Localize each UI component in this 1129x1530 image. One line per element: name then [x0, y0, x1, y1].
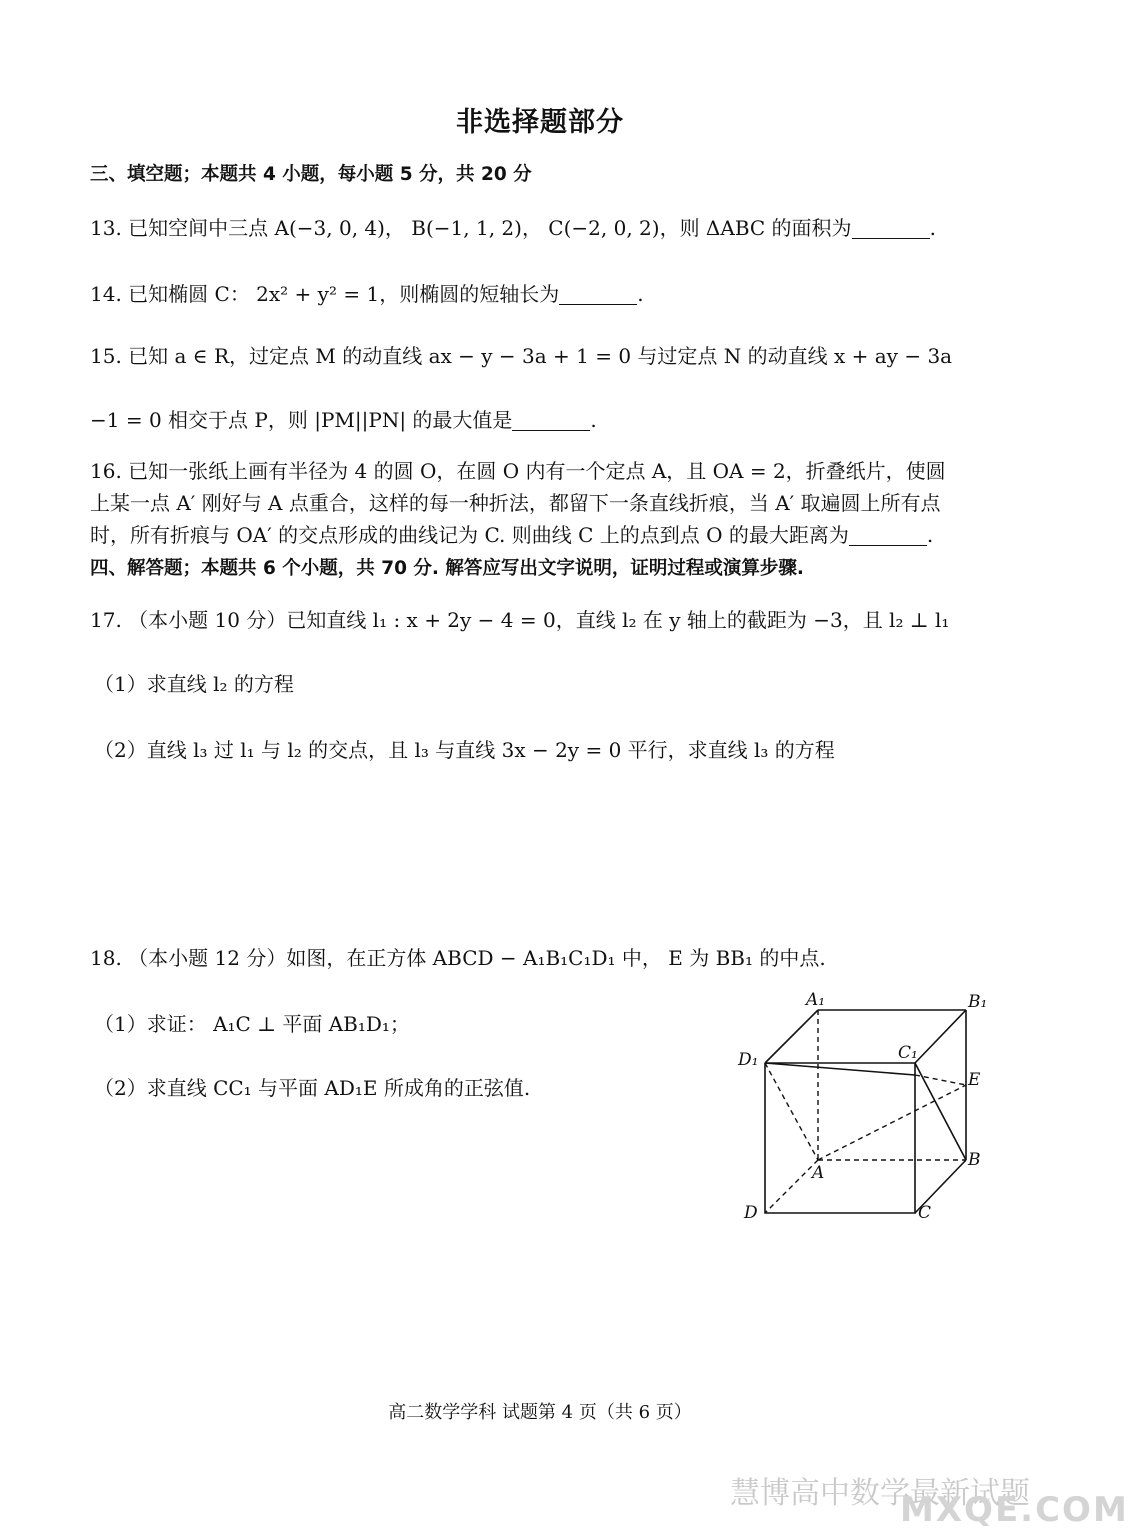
- label-c: C: [918, 1203, 932, 1223]
- label-a: A: [812, 1163, 825, 1183]
- hidden-segment-d1-a: [765, 1063, 818, 1160]
- page-footer: 高二数学学科 试题第 4 页（共 6 页）: [388, 1402, 692, 1423]
- section-header-fill-in: 三、填空题；本题共 4 小题，每小题 5 分，共 20 分: [90, 164, 532, 185]
- question-13-text: 13. 已知空间中三点 A(−3, 0, 4)， B(−1, 1, 2)， C(−2, 0, 2)，则 ΔABC 的面积为: [90, 216, 852, 240]
- question-16-line-3: 时，所有折痕与 OA′ 的交点形成的曲线记为 C. 则曲线 C 上的点到点 O 的最大距离为 .: [90, 523, 934, 547]
- hidden-segment-a-e: [818, 1085, 966, 1160]
- cube-front-face: [765, 1063, 915, 1213]
- watermark-text: 慧博高中数学最新试题: [730, 1476, 1030, 1511]
- question-17: 17. （本小题 10 分）已知直线 l₁ : x + 2y − 4 = 0，直线 l₂ 在 y 轴上的截距为 −3，且 l₂ ⊥ l₁: [90, 608, 950, 632]
- label-b1: B₁: [968, 992, 988, 1012]
- label-d: D: [744, 1203, 758, 1223]
- label-d1: D₁: [738, 1050, 759, 1070]
- question-17-part-2: （2）直线 l₃ 过 l₁ 与 l₂ 的交点，且 l₃ 与直线 3x − 2y = 0 平行，求直线 l₃ 的方程: [94, 738, 835, 762]
- answer-blank: [852, 218, 930, 239]
- hidden-edge-a-d: [765, 1160, 818, 1213]
- question-15-line-2: −1 = 0 相交于点 P，则 |PM||PN| 的最大值是 .: [90, 408, 597, 432]
- edge-b1-c1: [915, 1010, 966, 1063]
- question-18-part-1: （1）求证： A₁C ⊥ 平面 AB₁D₁；: [94, 1012, 410, 1036]
- question-15-text: −1 = 0 相交于点 P，则 |PM||PN| 的最大值是: [90, 408, 513, 432]
- watermark-site: MXQE.COM: [900, 1490, 1129, 1530]
- cube-figure: [730, 985, 1030, 1230]
- edge-d1-a1: [765, 1010, 818, 1063]
- question-18-part-2: （2）求直线 CC₁ 与平面 AD₁E 所成角的正弦值.: [94, 1076, 531, 1100]
- question-16-line-2: 上某一点 A′ 刚好与 A 点重合，这样的每一种折法，都留下一条直线折痕，当 A′ 取遍圆上所有点: [90, 491, 941, 515]
- question-18: 18. （本小题 12 分）如图，在正方体 ABCD − A₁B₁C₁D₁ 中， E 为 BB₁ 的中点.: [90, 946, 826, 970]
- question-16-line-1: 16. 已知一张纸上画有半径为 4 的圆 O，在圆 O 内有一个定点 A，且 OA = 2，折叠纸片，使圆: [90, 459, 946, 483]
- label-a1: A₁: [806, 990, 826, 1010]
- answer-blank: [849, 525, 927, 546]
- answer-blank: [559, 284, 637, 305]
- question-13: 13. 已知空间中三点 A(−3, 0, 4)， B(−1, 1, 2)， C(−2, 0, 2)，则 ΔABC 的面积为 .: [90, 216, 936, 240]
- page-title: 非选择题部分: [456, 107, 624, 138]
- label-b: B: [968, 1150, 981, 1170]
- segment-d1-e-visible: [765, 1063, 915, 1075]
- question-15-line-1: 15. 已知 a ∈ R，过定点 M 的动直线 ax − y − 3a + 1 = 0 与过定点 N 的动直线 x + ay − 3a: [90, 344, 953, 368]
- question-17-part-1: （1）求直线 l₂ 的方程: [94, 672, 294, 696]
- label-e: E: [968, 1070, 981, 1090]
- question-14-text: 14. 已知椭圆 C： 2x² + y² = 1，则椭圆的短轴长为: [90, 282, 560, 306]
- label-c1: C₁: [898, 1043, 918, 1063]
- answer-blank: [512, 410, 590, 431]
- question-16-text: 时，所有折痕与 OA′ 的交点形成的曲线记为 C. 则曲线 C 上的点到点 O 的最大距离为: [90, 523, 849, 547]
- section-header-answer: 四、解答题；本题共 6 个小题，共 70 分. 解答应写出文字说明，证明过程或演算步骤.: [90, 558, 804, 579]
- segment-c1-b: [915, 1063, 966, 1160]
- question-14: 14. 已知椭圆 C： 2x² + y² = 1，则椭圆的短轴长为 .: [90, 282, 644, 306]
